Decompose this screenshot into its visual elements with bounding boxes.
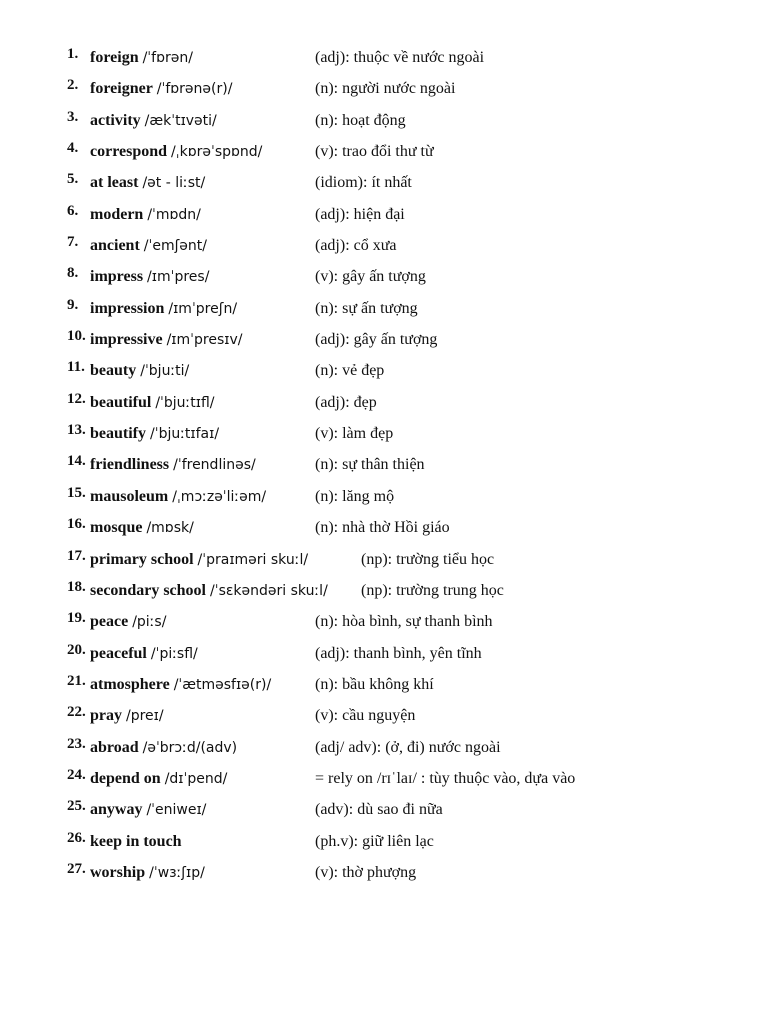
vocab-meaning: (n): sự ấn tượng — [315, 299, 418, 317]
vocab-pronunciation: /ˈbjuːtɪfl/ — [155, 394, 215, 411]
item-number: 11. — [67, 359, 85, 376]
item-number: 6. — [67, 202, 79, 219]
vocab-word: correspond — [90, 143, 168, 161]
vocab-pronunciation: /ət - liːst/ — [142, 175, 206, 192]
vocab-meaning: (adj): gây ấn tượng — [315, 331, 438, 349]
vocab-row — [0, 42, 768, 73]
vocab-entry — [90, 199, 201, 231]
vocab-word: at least — [90, 174, 139, 192]
vocab-word: abroad — [90, 738, 139, 756]
vocab-word: impressive — [90, 331, 163, 349]
item-number: 13. — [67, 422, 86, 439]
vocab-entry — [90, 669, 271, 701]
vocab-pronunciation: /ˈfɒrən/ — [142, 50, 193, 66]
vocab-entry — [90, 167, 205, 199]
vocab-word: modern — [90, 205, 144, 223]
vocab-entry — [90, 42, 193, 74]
vocab-pronunciation: /ˌmɔːzəˈliːəm/ — [172, 488, 267, 505]
vocab-word: worship — [90, 863, 146, 881]
vocab-pronunciation: /ˌkɒrəˈspɒnd/ — [171, 144, 263, 161]
vocab-pronunciation: /ɪmˈpresɪv/ — [166, 332, 243, 349]
vocab-word: mosque — [90, 519, 143, 537]
item-number: 3. — [67, 108, 79, 125]
vocab-pronunciation: /piːs/ — [132, 614, 167, 631]
vocab-pronunciation: /ˈfrendlinəs/ — [173, 457, 256, 474]
item-number: 22. — [67, 704, 86, 721]
vocab-entry — [90, 481, 266, 513]
vocab-meaning: (adj): đẹp — [315, 393, 377, 411]
vocab-meaning: (n): hòa bình, sự thanh bình — [315, 613, 493, 631]
item-number: 12. — [67, 390, 86, 407]
vocab-row — [0, 763, 768, 794]
vocab-row — [0, 544, 768, 575]
vocab-meaning: (adj/ adv): (ở, đi) nước ngoài — [315, 738, 501, 756]
vocab-word: activity — [90, 111, 141, 129]
vocab-meaning: (adj): thuộc về nước ngoài — [315, 49, 485, 66]
item-number: 15. — [67, 484, 86, 501]
vocab-meaning: (v): thờ phượng — [315, 863, 417, 881]
vocab-word: primary school — [90, 550, 194, 568]
item-number: 20. — [67, 641, 86, 658]
vocab-entry — [90, 105, 217, 137]
vocab-meaning: (adj): hiện đại — [315, 205, 405, 223]
item-number: 4. — [67, 140, 79, 157]
vocab-meaning: (adj): thanh bình, yên tĩnh — [315, 644, 482, 662]
vocab-row — [0, 575, 768, 606]
vocab-pronunciation: /preɪ/ — [126, 708, 164, 725]
vocab-row — [0, 293, 768, 324]
vocab-word: atmosphere — [90, 675, 170, 693]
vocab-entry — [90, 355, 189, 387]
item-number: 9. — [67, 296, 79, 313]
vocab-pronunciation: /ˈbjuːti/ — [140, 363, 190, 380]
item-number: 10. — [67, 328, 86, 345]
item-number: 19. — [67, 610, 86, 627]
vocab-meaning: (adj): cổ xưa — [315, 237, 397, 255]
vocab-row — [0, 700, 768, 731]
vocab-row — [0, 387, 768, 418]
vocab-row — [0, 167, 768, 198]
vocab-word: foreign — [90, 49, 139, 66]
vocab-meaning: (v): trao đổi thư từ — [315, 143, 434, 161]
vocab-row — [0, 857, 768, 888]
vocab-row — [0, 826, 768, 857]
vocab-entry — [90, 638, 198, 670]
item-number: 27. — [67, 860, 86, 877]
vocab-entry — [90, 73, 232, 105]
vocab-entry — [90, 544, 308, 576]
vocab-word: keep in touch — [90, 832, 182, 850]
item-number: 18. — [67, 578, 86, 595]
vocab-pronunciation: /ˈwɜːʃɪp/ — [149, 864, 205, 881]
vocab-entry — [90, 261, 209, 293]
vocab-word: peace — [90, 613, 129, 631]
vocab-word: secondary school — [90, 581, 206, 599]
vocab-word: peaceful — [90, 644, 147, 662]
vocab-word: ancient — [90, 237, 140, 255]
vocab-row — [0, 638, 768, 669]
vocab-entry — [90, 230, 207, 262]
vocab-row — [0, 481, 768, 512]
vocab-word: mausoleum — [90, 487, 169, 505]
item-number: 21. — [67, 672, 86, 689]
vocab-meaning: (ph.v): giữ liên lạc — [315, 832, 434, 850]
vocab-row — [0, 73, 768, 104]
vocab-row — [0, 732, 768, 763]
vocab-word: foreigner — [90, 80, 153, 98]
vocab-meaning: (idiom): ít nhất — [315, 174, 412, 192]
vocab-entry — [90, 794, 206, 826]
vocab-word: impress — [90, 268, 144, 286]
vocab-row — [0, 199, 768, 230]
vocab-row — [0, 230, 768, 261]
vocab-entry — [90, 575, 328, 607]
vocab-row — [0, 136, 768, 167]
item-number: 2. — [67, 77, 79, 94]
vocab-entry — [90, 826, 182, 858]
vocab-pronunciation: /ˈmɒdn/ — [147, 206, 201, 223]
vocab-pronunciation: /ˈbjuːtɪfaɪ/ — [150, 426, 220, 443]
item-number: 14. — [67, 453, 86, 470]
item-number: 5. — [67, 171, 79, 188]
vocab-pronunciation: /ɪmˈpreʃn/ — [168, 300, 238, 317]
vocab-word: beautify — [90, 425, 146, 443]
vocab-meaning: (n): hoạt động — [315, 111, 406, 129]
item-number: 1. — [67, 46, 79, 62]
vocab-entry — [90, 763, 227, 795]
vocab-pronunciation: /əˈbrɔːd/(adv) — [142, 739, 238, 756]
vocab-pronunciation: /ˈpiːsfl/ — [150, 645, 198, 662]
item-number: 26. — [67, 829, 86, 846]
vocab-row — [0, 669, 768, 700]
vocab-row — [0, 261, 768, 292]
vocab-pronunciation: /ækˈtɪvəti/ — [144, 112, 217, 129]
item-number: 24. — [67, 766, 86, 783]
vocab-word: impression — [90, 299, 165, 317]
vocab-meaning: (v): gây ấn tượng — [315, 268, 426, 286]
item-number: 25. — [67, 798, 86, 815]
vocab-word: friendliness — [90, 456, 170, 474]
vocab-entry — [90, 418, 219, 450]
vocab-row — [0, 449, 768, 480]
item-number: 16. — [67, 516, 86, 533]
vocab-entry — [90, 449, 256, 481]
vocab-pronunciation: /ˈeniweɪ/ — [146, 802, 207, 819]
vocab-meaning: (v): làm đẹp — [315, 425, 394, 443]
vocab-entry — [90, 857, 205, 889]
vocab-entry — [90, 387, 215, 419]
vocab-row — [0, 324, 768, 355]
vocab-pronunciation: /mɒsk/ — [146, 520, 194, 537]
vocab-entry — [90, 293, 237, 325]
vocab-pronunciation: /ˈætməsfɪə(r)/ — [173, 676, 272, 693]
vocab-meaning: (n): nhà thờ Hồi giáo — [315, 519, 450, 537]
vocab-meaning: (n): người nước ngoài — [315, 80, 456, 98]
item-number: 8. — [67, 265, 79, 282]
vocab-row — [0, 794, 768, 825]
vocab-row — [0, 355, 768, 386]
vocab-word: depend on — [90, 769, 161, 787]
vocab-meaning: (n): bầu không khí — [315, 675, 434, 693]
vocab-pronunciation: /ɪmˈpres/ — [147, 269, 210, 286]
vocab-pronunciation: /dɪˈpend/ — [164, 770, 228, 787]
vocab-meaning: (v): cầu nguyện — [315, 707, 416, 725]
vocab-entry — [90, 732, 237, 764]
vocab-pronunciation: /ˈfɒrənə(r)/ — [156, 81, 233, 98]
vocab-row — [0, 418, 768, 449]
vocab-word: beautiful — [90, 393, 152, 411]
vocab-word: beauty — [90, 362, 137, 380]
vocab-meaning: (n): lăng mộ — [315, 487, 395, 505]
vocab-meaning: (np): trường tiểu học — [361, 550, 495, 568]
vocab-entry — [90, 700, 164, 732]
vocabulary-list — [0, 42, 768, 888]
vocab-entry — [90, 512, 194, 544]
item-number: 7. — [67, 234, 79, 251]
item-number: 23. — [67, 735, 86, 752]
vocab-meaning: (n): vẻ đẹp — [315, 362, 385, 380]
vocab-entry — [90, 606, 166, 638]
vocab-row — [0, 512, 768, 543]
vocab-meaning: (np): trường trung học — [361, 581, 504, 599]
item-number: 17. — [67, 547, 86, 564]
vocab-entry — [90, 136, 262, 168]
vocab-meaning: = rely on /rɪˈlaɪ/ : tùy thuộc vào, dựa vào — [315, 769, 576, 787]
vocab-row — [0, 606, 768, 637]
vocab-meaning: (n): sự thân thiện — [315, 456, 425, 474]
vocab-pronunciation: /ˈsɛkəndəri skuːl/ — [210, 582, 328, 599]
vocab-row — [0, 105, 768, 136]
vocab-entry — [90, 324, 242, 356]
vocab-meaning: (adv): dù sao đi nữa — [315, 801, 443, 819]
vocab-word: pray — [90, 707, 122, 725]
vocab-pronunciation: /ˈemʃənt/ — [143, 238, 207, 255]
vocab-word: anyway — [90, 801, 143, 819]
vocab-pronunciation: /ˈpraɪməri skuːl/ — [197, 551, 309, 568]
